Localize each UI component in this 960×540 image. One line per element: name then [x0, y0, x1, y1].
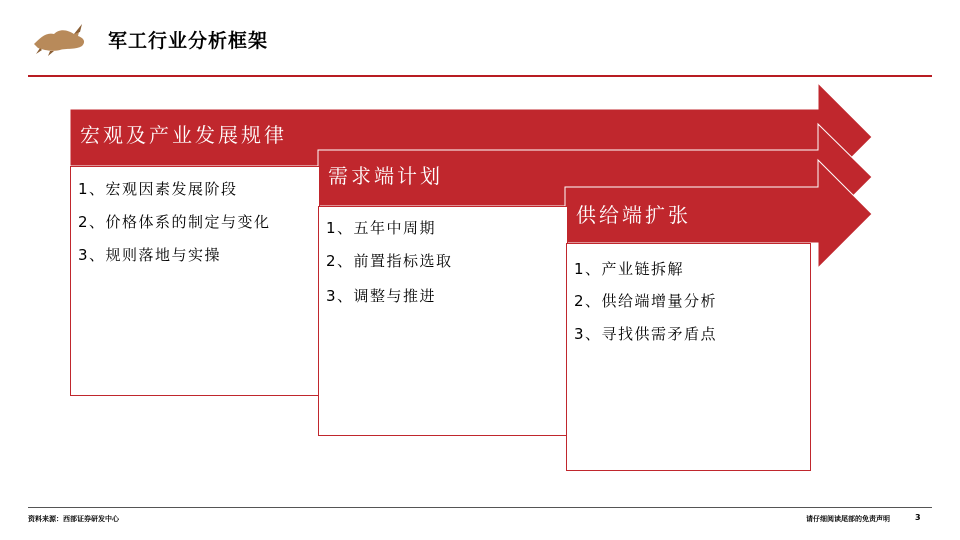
source-note: 资料来源：西部证券研发中心: [28, 515, 119, 523]
stage-1-item: 2、价格体系的制定与变化: [78, 213, 271, 231]
stage-3-item: 3、寻找供需矛盾点: [574, 325, 718, 343]
page-number: 3: [915, 513, 921, 522]
stage-2-item: 3、调整与推进: [326, 287, 437, 305]
stage-3-title: 供给端扩张: [576, 203, 691, 227]
page-title: 军工行业分析框架: [108, 30, 269, 52]
stage-3-item: 2、供给端增量分析: [574, 292, 718, 310]
stage-2-item: 2、前置指标选取: [326, 252, 453, 270]
stage-2-title: 需求端计划: [328, 164, 443, 188]
stage-1-box: [70, 166, 320, 396]
stage-1-item: 3、规则落地与实操: [78, 246, 222, 264]
stage-2-box: [318, 206, 568, 436]
stage-2-item: 1、五年中周期: [326, 219, 437, 237]
stage-3-item: 1、产业链拆解: [574, 260, 685, 278]
disclaimer-note: 请仔细阅读尾部的免责声明: [806, 515, 890, 523]
stage-1-title: 宏观及产业发展规律: [80, 123, 287, 147]
footer-divider: [28, 507, 932, 508]
stage-1-item: 1、宏观因素发展阶段: [78, 180, 238, 198]
